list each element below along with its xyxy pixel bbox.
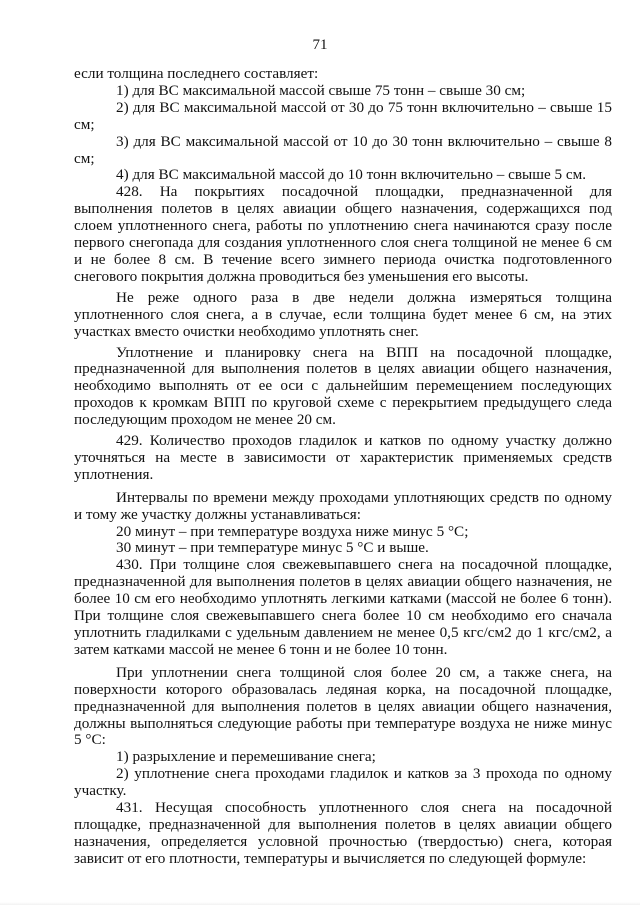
- paragraph-thick-snow: При уплотнении снега толщиной слоя более 20 см, а также снега, на поверхности которого образовалась ледяная корка, на посадочной площадке, предназначенной для выполнения полетов в целях авиации общего назначения, должны выполняться следующие работы при температуре воздуха не ниже минус 5 °С:: [74, 663, 612, 749]
- paragraph-runway-compaction: Уплотнение и планировку снега на ВПП на посадочной площадке, предназначенной для выполнения полетов в целях авиации общего назначения, необходимо выполнять от ее оси с дальнейшим перемещением последующих проходов к кромкам ВПП по круговой схеме с перекрытием предыдущего следа последующим проходом не менее 20 см.: [74, 343, 612, 429]
- paragraph-429: 429. Количество проходов гладилок и катков по одному участку должно уточняться на месте в зависимости от характеристик применяемых средств уплотнения.: [74, 432, 612, 483]
- paragraph-measurement: Не реже одного раза в две недели должна измеряться толщина уплотненного слоя снега, а в случае, если толщина будет менее 6 см, на этих участках вместо очистки необходимо уплотнять снег.: [74, 288, 612, 340]
- interval-20-minutes: 20 минут – при температуре воздуха ниже минус 5 °С;: [116, 522, 469, 540]
- list-item-30-to-75-tonnes: 2) для ВС максимальной массой от 30 до 75 тонн включительно – свыше 15 см;: [74, 98, 612, 133]
- paragraph-431: 431. Несущая способность уплотненного слоя снега на посадочной площадке, предназначенной для выполнения полетов в целях авиации общего назначения, определяется условной прочностью (твердостью) снега, которая зависит от его плотности, температуры и вычисляется по следующей формуле:: [74, 799, 612, 867]
- page-number: 71: [312, 37, 328, 53]
- paragraph-428: 428. На покрытиях посадочной площадки, предназначенной для выполнения полетов в целях авиации общего назначения, содержащихся под слоем уплотненного снега, работы по уплотнению снега начинаются сразу после первого снегопада для создания уплотненного слоя снега толщиной не менее 6 см и не более 8 см. В течение всего зимнего периода очистка подготовленного снегового покрытия должна проводиться без уменьшения его высоты.: [74, 183, 612, 285]
- work-step-loosening: 1) разрыхление и перемешивание снега;: [116, 748, 376, 766]
- paragraph-430: 430. При толщине слоя свежевыпавшего снега на посадочной площадке, предназначенной для выполнения полетов в целях авиации общего назначения, не более 10 см его необходимо уплотнять легкими катками (массой не более 6 тонн). При толщине слоя свежевыпавшего снега более 10 см необходимо его сначала уплотнить гладилками с удельным давлением не менее 0,5 кгс/см2 до 1 кгс/см2, а затем катками массой не менее 6 тонн и не более 10 тонн.: [74, 556, 612, 658]
- list-item-10-to-30-tonnes: 3) для ВС максимальной массой от 10 до 30 тонн включительно – свыше 8 см;: [74, 132, 612, 167]
- interval-30-minutes: 30 минут – при температуре минус 5 °С и выше.: [116, 539, 429, 557]
- paragraph-intervals: Интервалы по времени между проходами уплотняющих средств по одному и тому же участку должны устанавливаться:: [74, 488, 612, 523]
- work-step-compaction: 2) уплотнение снега проходами гладилок и катков за 3 прохода по одному участку.: [74, 765, 612, 800]
- paragraph-intro: если толщина последнего составляет:: [74, 65, 319, 82]
- document-body: [74, 66, 612, 868]
- list-item-over-75-tonnes: 1) для ВС максимальной массой свыше 75 тонн – свыше 30 см;: [116, 81, 526, 99]
- list-item-up-to-10-tonnes: 4) для ВС максимальной массой до 10 тонн включительно – свыше 5 см.: [116, 166, 587, 184]
